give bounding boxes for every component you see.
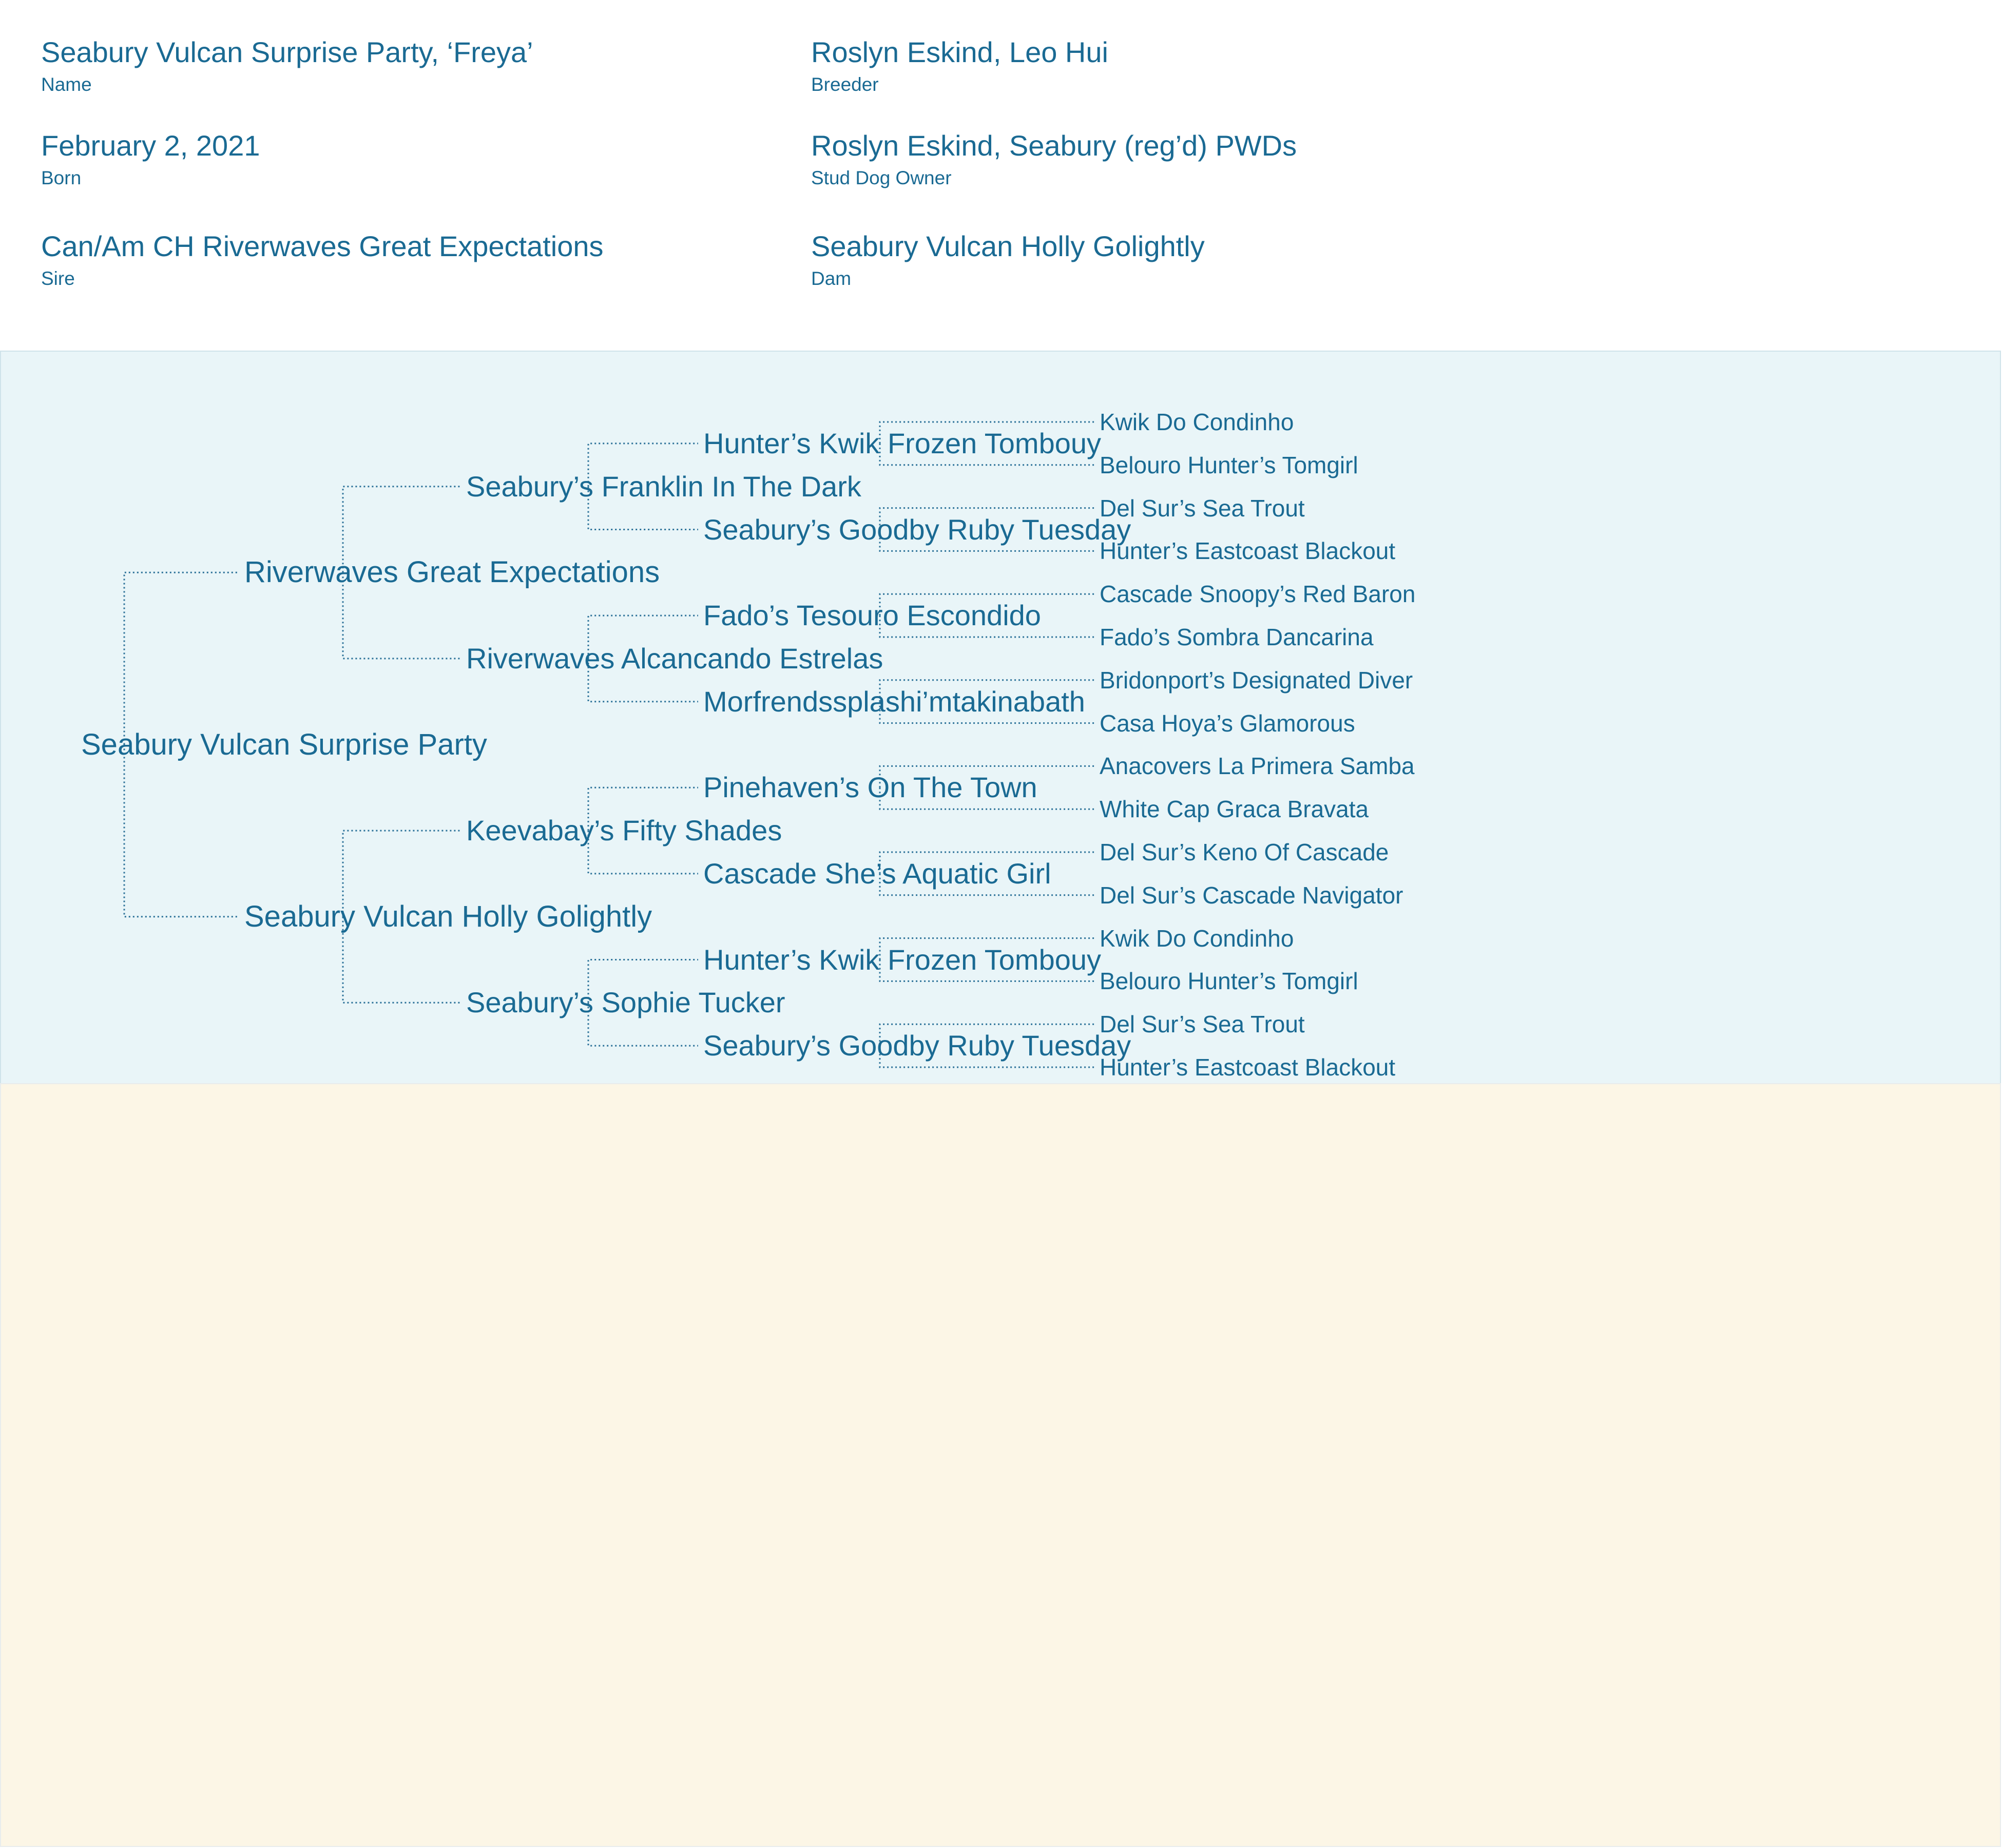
field-value: Can/Am CH Riverwaves Great Expectations: [41, 230, 604, 262]
field-label: Born: [41, 167, 82, 188]
great-grandparent-name: Cascade She’s Aquatic Girl: [703, 857, 1051, 890]
field-label: Name: [41, 74, 92, 95]
grandparent-name: Seabury’s Sophie Tucker: [466, 986, 785, 1019]
great-great-grandparent-name: Cascade Snoopy’s Red Baron: [1100, 581, 1416, 608]
great-great-grandparent-name: Belouro Hunter’s Tomgirl: [1100, 451, 1358, 478]
parent-name: Riverwaves Great Expectations: [244, 555, 660, 589]
great-great-grandparent-name: Fado’s Sombra Dancarina: [1100, 624, 1374, 650]
great-grandparent-name: Hunter’s Kwik Frozen Tombouy: [703, 943, 1102, 976]
great-great-grandparent-name: Hunter’s Eastcoast Blackout: [1100, 537, 1396, 565]
field-label: Sire: [41, 268, 75, 289]
grandparent-name: Riverwaves Alcancando Estrelas: [466, 642, 883, 675]
great-great-grandparent-name: Del Sur’s Cascade Navigator: [1100, 881, 1403, 909]
field-label: Dam: [811, 268, 852, 289]
great-great-grandparent-name: Del Sur’s Keno Of Cascade: [1100, 839, 1389, 865]
great-great-grandparent-name: Hunter’s Eastcoast Blackout: [1100, 1054, 1396, 1081]
great-great-grandparent-name: Anacovers La Primera Samba: [1100, 753, 1415, 780]
grandparent-name: Keevabay’s Fifty Shades: [466, 814, 782, 847]
dog-name: Seabury Vulcan Surprise Party: [81, 727, 487, 761]
great-great-grandparent-name: Del Sur’s Sea Trout: [1100, 1011, 1305, 1038]
great-great-grandparent-name: Belouro Hunter’s Tomgirl: [1100, 968, 1358, 995]
great-grandparent-name: Hunter’s Kwik Frozen Tombouy: [703, 427, 1102, 459]
field-value: Roslyn Eskind, Leo Hui: [811, 36, 1108, 68]
great-great-grandparent-name: Kwik Do Condinho: [1100, 409, 1294, 435]
great-great-grandparent-name: Del Sur’s Sea Trout: [1100, 494, 1305, 522]
field-value: February 2, 2021: [41, 129, 260, 162]
grandparent-name: Seabury’s Franklin In The Dark: [466, 470, 861, 503]
great-grandparent-name: Seabury’s Goodby Ruby Tuesday: [703, 1029, 1131, 1062]
field-value: Roslyn Eskind, Seabury (reg’d) PWDs: [811, 129, 1297, 162]
great-grandparent-name: Seabury’s Goodby Ruby Tuesday: [703, 513, 1131, 546]
great-great-grandparent-name: Casa Hoya’s Glamorous: [1100, 709, 1355, 737]
great-great-grandparent-name: Kwik Do Condinho: [1100, 925, 1294, 952]
great-grandparent-name: Pinehaven’s On The Town: [703, 771, 1037, 804]
parent-name: Seabury Vulcan Holly Golightly: [244, 899, 652, 933]
great-great-grandparent-name: Bridonport’s Designated Diver: [1100, 666, 1413, 694]
field-label: Stud Dog Owner: [811, 167, 952, 188]
pedigree-connector: [124, 572, 239, 744]
field-label: Breeder: [811, 74, 879, 95]
great-grandparent-name: Fado’s Tesouro Escondido: [703, 599, 1041, 632]
great-grandparent-name: Morfrendssplashi’mtakinabath: [703, 685, 1085, 718]
great-great-grandparent-name: White Cap Graca Bravata: [1100, 796, 1369, 823]
field-value: Seabury Vulcan Holly Golightly: [811, 230, 1205, 262]
pedigree-connector: [124, 745, 239, 917]
field-value: Seabury Vulcan Surprise Party, ‘Freya’: [41, 36, 533, 68]
